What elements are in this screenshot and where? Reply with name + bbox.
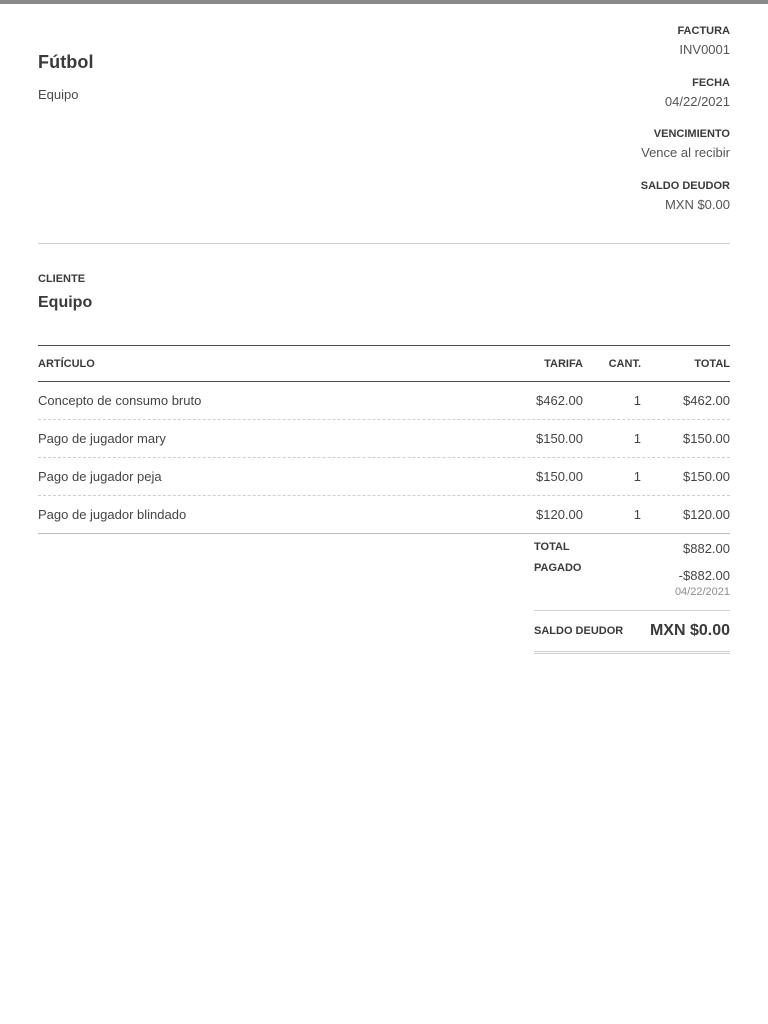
header-item: ARTÍCULO xyxy=(38,357,95,370)
table-row xyxy=(38,496,730,534)
meta-label: VENCIMIENTO xyxy=(653,128,730,140)
meta-invoice-number xyxy=(430,25,730,77)
table-row xyxy=(38,420,730,458)
business-header xyxy=(38,52,94,102)
cell-total: $462.00 xyxy=(683,393,730,408)
header-total: TOTAL xyxy=(694,357,730,370)
paid-value: -$882.00 xyxy=(678,568,730,583)
meta-balance xyxy=(430,180,730,232)
cell-rate: $462.00 xyxy=(536,393,583,408)
meta-label: FECHA xyxy=(692,76,730,89)
totals-section xyxy=(534,541,730,598)
table-row xyxy=(38,382,730,420)
cell-rate: $150.00 xyxy=(536,431,583,446)
client-section xyxy=(38,273,92,312)
top-accent-bar xyxy=(0,0,768,4)
cell-qty: 1 xyxy=(633,469,641,484)
total-row xyxy=(534,541,730,556)
business-name: Fútbol xyxy=(38,52,94,72)
table-body xyxy=(38,382,730,534)
cell-total: $150.00 xyxy=(683,431,730,446)
paid-date: 04/22/2021 xyxy=(674,586,730,598)
meta-value: 04/22/2021 xyxy=(664,93,730,109)
cell-qty: 1 xyxy=(633,507,641,522)
meta-due xyxy=(430,128,730,180)
total-label: TOTAL xyxy=(534,541,570,553)
cell-item: Pago de jugador mary xyxy=(38,431,166,446)
cell-total: $120.00 xyxy=(683,507,730,522)
balance-label: SALDO DEUDOR xyxy=(534,625,624,637)
invoice-meta xyxy=(430,25,730,231)
header-qty: CANT. xyxy=(608,357,641,370)
cell-total: $150.00 xyxy=(683,469,730,484)
meta-label: FACTURA xyxy=(677,25,730,37)
paid-label: PAGADO xyxy=(534,562,582,574)
meta-value: MXN $0.00 xyxy=(664,196,730,212)
cell-rate: $120.00 xyxy=(536,507,583,522)
client-label: CLIENTE xyxy=(38,273,86,285)
table-header xyxy=(38,345,730,382)
cell-rate: $150.00 xyxy=(536,469,583,484)
line-items-table xyxy=(38,345,730,534)
table-row xyxy=(38,458,730,496)
cell-item: Pago de jugador peja xyxy=(38,469,162,484)
cell-qty: 1 xyxy=(633,431,641,446)
meta-label: SALDO DEUDOR xyxy=(640,179,730,192)
meta-value: INV0001 xyxy=(679,42,730,57)
cell-qty: 1 xyxy=(633,393,641,408)
balance-value: MXN $0.00 xyxy=(649,622,730,639)
business-subtitle: Equipo xyxy=(38,87,79,102)
header-rate: TARIFA xyxy=(544,357,583,370)
total-value: $882.00 xyxy=(683,541,730,556)
header-divider xyxy=(38,243,730,244)
cell-item: Concepto de consumo bruto xyxy=(38,393,202,408)
meta-date xyxy=(430,77,730,129)
meta-value: Vence al recibir xyxy=(641,145,730,160)
balance-due-row xyxy=(534,610,730,654)
client-name: Equipo xyxy=(38,294,93,311)
cell-item: Pago de jugador blindado xyxy=(38,507,187,522)
paid-row xyxy=(534,560,730,583)
